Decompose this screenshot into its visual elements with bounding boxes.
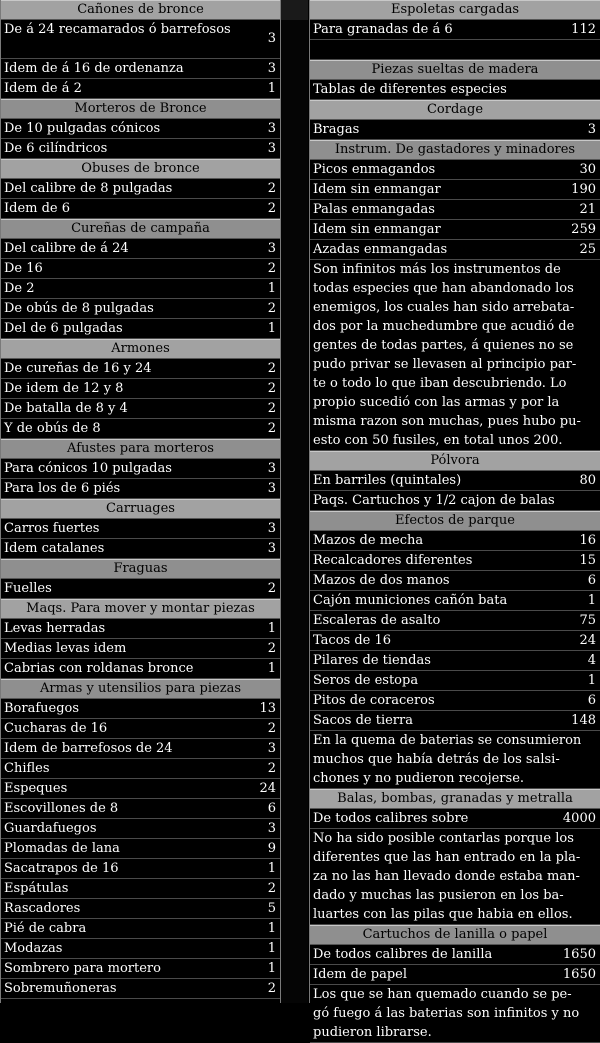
item-label: Rascadores (4, 901, 81, 916)
item-quantity: 1 (267, 921, 276, 936)
table-row (1, 299, 280, 319)
item-label: Tablas de diferentes especies (313, 82, 507, 97)
table-row (1, 579, 280, 599)
item-quantity: 1650 (562, 967, 596, 982)
item-quantity: 15 (579, 553, 596, 568)
item-quantity: 13 (259, 701, 276, 716)
item-quantity: 2 (267, 881, 276, 896)
item-label: Para granadas de á 6 (313, 22, 453, 37)
item-label: De 2 (4, 281, 35, 296)
item-label: Sacatrapos de 16 (4, 861, 119, 876)
table-row (310, 240, 600, 260)
item-label: Cucharas de 16 (4, 721, 108, 736)
item-label: Sacos de tierra (313, 713, 413, 728)
item-label: Medias levas idem (4, 641, 127, 656)
table-row (1, 459, 280, 479)
item-label: Pilares de tiendas (313, 653, 431, 668)
item-quantity: 2 (267, 721, 276, 736)
table-row (1, 759, 280, 779)
item-label: Espátulas (4, 881, 69, 896)
table-row (1, 519, 280, 539)
table-row (1, 739, 280, 759)
table-row (1, 539, 280, 559)
item-label: Pié de cabra (4, 921, 87, 936)
section-header-curenas-de-campana: Cureñas de campaña (1, 219, 280, 239)
section-header-polvora: Pólvora (310, 451, 600, 471)
table-row (1, 819, 280, 839)
item-quantity: 30 (579, 162, 596, 177)
item-label: De batalla de 8 y 4 (4, 401, 128, 416)
table-row (310, 551, 600, 571)
item-quantity: 6 (587, 693, 596, 708)
table-row (1, 639, 280, 659)
right-column (309, 0, 600, 1040)
item-label: De todos calibres sobre (313, 811, 469, 826)
item-label: Fuelles (4, 581, 52, 596)
table-row (310, 491, 600, 511)
item-quantity: 1 (267, 941, 276, 956)
item-label: De 6 cilíndricos (4, 141, 108, 156)
item-quantity: 2 (267, 981, 276, 996)
table-row (310, 20, 600, 40)
table-row (1, 399, 280, 419)
item-label: Modazas (4, 941, 63, 956)
section-header-fraguas: Fraguas (1, 559, 280, 579)
section-header-obuses-de-bronce: Obuses de bronce (1, 159, 280, 179)
section-header-canones-de-bronce: Cañones de bronce (1, 0, 280, 20)
item-label: Guardafuegos (4, 821, 97, 836)
item-label: Paqs. Cartuchos y 1/2 cajon de balas (313, 493, 555, 508)
item-label: Escaleras de asalto (313, 613, 441, 628)
table-row (310, 965, 600, 985)
item-quantity: 3 (267, 821, 276, 836)
item-quantity: 1 (267, 321, 276, 336)
item-quantity: 2 (267, 421, 276, 436)
table-row (1, 319, 280, 339)
section-note: Son infinitos más los instrumentos de todas especies que han abandonado los enemigos, los cuales han sido arrebata- dos por la muchedumbre que acudió de gentes de todas partes, á quienes no se pudo privar se llevasen al principio par- te o todo lo que iban descubriendo. Lo propio sucedió con las armas y por la misma razon son muchas, pues hubo pu- esto con 50 fusiles, en total unos 200. (310, 260, 600, 451)
item-quantity: 2 (267, 581, 276, 596)
item-quantity: 3 (267, 241, 276, 256)
item-quantity: 1 (267, 961, 276, 976)
section-note: No ha sido posible contarlas porque los diferentes que las han entrado en la pla- za no las han llevado donde estaba man- dado y muchas las pusieron en los ba- luartes con las pilas que habia en ellos. (310, 829, 600, 925)
item-label: Mazos de mecha (313, 533, 424, 548)
item-label: Cabrias con roldanas bronce (4, 661, 194, 676)
item-label: Carros fuertes (4, 521, 100, 536)
item-label: De idem de 12 y 8 (4, 381, 124, 396)
item-label: Idem de papel (313, 967, 408, 982)
item-quantity: 3 (267, 521, 276, 536)
item-label: De cureñas de 16 y 24 (4, 361, 152, 376)
table-row (1, 939, 280, 959)
item-quantity: 259 (571, 222, 596, 237)
table-row (1, 20, 280, 59)
table-row (310, 471, 600, 491)
item-label: Idem sin enmangar (313, 222, 441, 237)
item-label: Del de 6 pulgadas (4, 321, 123, 336)
table-row (1, 179, 280, 199)
item-label: De todos calibres de lanilla (313, 947, 493, 962)
item-quantity: 3 (267, 481, 276, 496)
item-label: Espeques (4, 781, 68, 796)
table-row (1, 479, 280, 499)
item-quantity: 2 (267, 381, 276, 396)
item-quantity: 2 (267, 641, 276, 656)
table-row (1, 119, 280, 139)
item-quantity: 2 (267, 201, 276, 216)
item-quantity: 25 (579, 242, 596, 257)
item-label: En barriles (quintales) (313, 473, 462, 488)
item-quantity: 4 (587, 653, 596, 668)
table-row (1, 139, 280, 159)
table-row (1, 919, 280, 939)
item-quantity: 2 (267, 181, 276, 196)
section-header-armones: Armones (1, 339, 280, 359)
item-label: Idem de á 2 (4, 81, 82, 96)
section-note: Los que se han quemado cuando se pe- gó fuego á las baterias son infinitos y no pudieron librarse. (310, 985, 600, 1043)
item-quantity: 3 (267, 31, 276, 46)
item-quantity: 1 (587, 673, 596, 688)
item-label: Idem sin enmangar (313, 182, 441, 197)
item-quantity: 3 (267, 461, 276, 476)
table-row (310, 160, 600, 180)
table-row (310, 945, 600, 965)
item-quantity: 5 (267, 901, 276, 916)
item-label: Chifles (4, 761, 50, 776)
item-quantity: 1 (267, 661, 276, 676)
table-row (310, 691, 600, 711)
item-label: Idem de á 16 de ordenanza (4, 61, 184, 76)
section-header-espoletas-cargadas: Espoletas cargadas (310, 0, 600, 20)
table-row (1, 619, 280, 639)
item-label: Idem catalanes (4, 541, 105, 556)
table-row (1, 379, 280, 399)
section-header-armas-y-utensilios-para-piezas: Armas y utensilios para piezas (1, 679, 280, 699)
table-row (1, 79, 280, 99)
item-label: Mazos de dos manos (313, 573, 450, 588)
table-row (310, 180, 600, 200)
column-gutter-top (281, 0, 308, 20)
item-quantity: 24 (579, 633, 596, 648)
blank-row (310, 40, 600, 60)
item-quantity: 3 (587, 122, 596, 137)
item-label: Palas enmangadas (313, 202, 435, 217)
table-row (1, 199, 280, 219)
table-row (1, 779, 280, 799)
table-row (310, 571, 600, 591)
table-row (310, 120, 600, 140)
item-label: Picos enmagandos (313, 162, 436, 177)
table-row (1, 699, 280, 719)
item-label: Del calibre de 8 pulgadas (4, 181, 173, 196)
item-quantity: 6 (267, 801, 276, 816)
table-row (310, 809, 600, 829)
section-header-instrum-de-gastadores-y-minadores: Instrum. De gastadores y minadores (310, 140, 600, 160)
item-quantity: 80 (579, 473, 596, 488)
table-row (1, 859, 280, 879)
item-label: De á 24 recamarados ó barrefosos (4, 22, 231, 37)
item-label: Bragas (313, 122, 360, 137)
section-header-carruages: Carruages (1, 499, 280, 519)
item-label: Borafuegos (4, 701, 80, 716)
item-quantity: 2 (267, 361, 276, 376)
table-row (1, 259, 280, 279)
item-quantity: 112 (571, 22, 596, 37)
table-row (310, 651, 600, 671)
section-header-cartuchos-de-lanilla-o-papel: Cartuchos de lanilla o papel (310, 925, 600, 945)
table-row (1, 279, 280, 299)
item-quantity: 3 (267, 741, 276, 756)
item-quantity: 16 (579, 533, 596, 548)
table-row (1, 879, 280, 899)
item-quantity: 3 (267, 121, 276, 136)
item-quantity: 190 (571, 182, 596, 197)
item-quantity: 3 (267, 141, 276, 156)
item-label: Sombrero para mortero (4, 961, 161, 976)
item-label: Sobremuñoneras (4, 981, 117, 996)
item-quantity: 1 (587, 593, 596, 608)
item-label: Azadas enmangadas (313, 242, 448, 257)
table-row (310, 80, 600, 100)
table-row (1, 979, 280, 999)
item-label: De 16 (4, 261, 43, 276)
table-row (310, 711, 600, 731)
item-quantity: 148 (571, 713, 596, 728)
table-row (310, 220, 600, 240)
item-quantity: 1650 (562, 947, 596, 962)
item-quantity: 2 (267, 401, 276, 416)
column-gutter (281, 0, 308, 1003)
item-quantity: 1 (267, 81, 276, 96)
table-row (310, 591, 600, 611)
table-row (1, 59, 280, 79)
section-header-efectos-de-parque: Efectos de parque (310, 511, 600, 531)
item-label: Plomadas de lana (4, 841, 120, 856)
section-header-morteros-de-bronce: Morteros de Bronce (1, 99, 280, 119)
item-label: Para cónicos 10 pulgadas (4, 461, 172, 476)
table-row (310, 611, 600, 631)
item-quantity: 75 (579, 613, 596, 628)
section-header-balas-bombas-granadas-y-metralla: Balas, bombas, granadas y metralla (310, 789, 600, 809)
section-note: En la quema de baterias se consumieron muchos que había detrás de los salsi- chones y no pudieron recojerse. (310, 731, 600, 789)
item-label: De 10 pulgadas cónicos (4, 121, 161, 136)
item-quantity: 3 (267, 61, 276, 76)
item-quantity: 21 (579, 202, 596, 217)
table-row (1, 959, 280, 979)
item-quantity: 9 (267, 841, 276, 856)
item-quantity: 24 (259, 781, 276, 796)
item-label: De obús de 8 pulgadas (4, 301, 154, 316)
item-quantity: 2 (267, 761, 276, 776)
table-row (310, 531, 600, 551)
item-quantity: 1 (267, 621, 276, 636)
item-quantity: 1 (267, 861, 276, 876)
item-label: Idem de 6 (4, 201, 71, 216)
item-quantity: 1 (267, 281, 276, 296)
item-quantity: 3 (267, 541, 276, 556)
table-row (310, 671, 600, 691)
item-label: Levas herradas (4, 621, 106, 636)
item-label: Y de obús de 8 (4, 421, 101, 436)
item-quantity: 4000 (562, 811, 596, 826)
table-row (1, 899, 280, 919)
item-label: Del calibre de á 24 (4, 241, 129, 256)
item-label: Tacos de 16 (313, 633, 392, 648)
section-header-maqs-para-mover-y-montar-piezas: Maqs. Para mover y montar piezas (1, 599, 280, 619)
table-row (1, 799, 280, 819)
table-row (1, 419, 280, 439)
item-quantity: 2 (267, 301, 276, 316)
section-header-cordage: Cordage (310, 100, 600, 120)
table-row (1, 659, 280, 679)
item-label: Pitos de coraceros (313, 693, 435, 708)
item-label: Seros de estopa (313, 673, 419, 688)
table-row (1, 839, 280, 859)
section-header-piezas-sueltas-de-madera: Piezas sueltas de madera (310, 60, 600, 80)
item-label: Para los de 6 piés (4, 481, 121, 496)
table-row (310, 200, 600, 220)
item-label: Idem de barrefosos de 24 (4, 741, 173, 756)
item-quantity: 2 (267, 261, 276, 276)
item-label: Recalcadores diferentes (313, 553, 473, 568)
table-row (1, 719, 280, 739)
section-header-afustes-para-morteros: Afustes para morteros (1, 439, 280, 459)
table-row (1, 239, 280, 259)
item-quantity: 6 (587, 573, 596, 588)
table-row (310, 631, 600, 651)
item-label: Cajón municiones cañón bata (313, 593, 508, 608)
left-column (0, 0, 281, 1003)
item-label: Escovillones de 8 (4, 801, 119, 816)
table-row (1, 359, 280, 379)
